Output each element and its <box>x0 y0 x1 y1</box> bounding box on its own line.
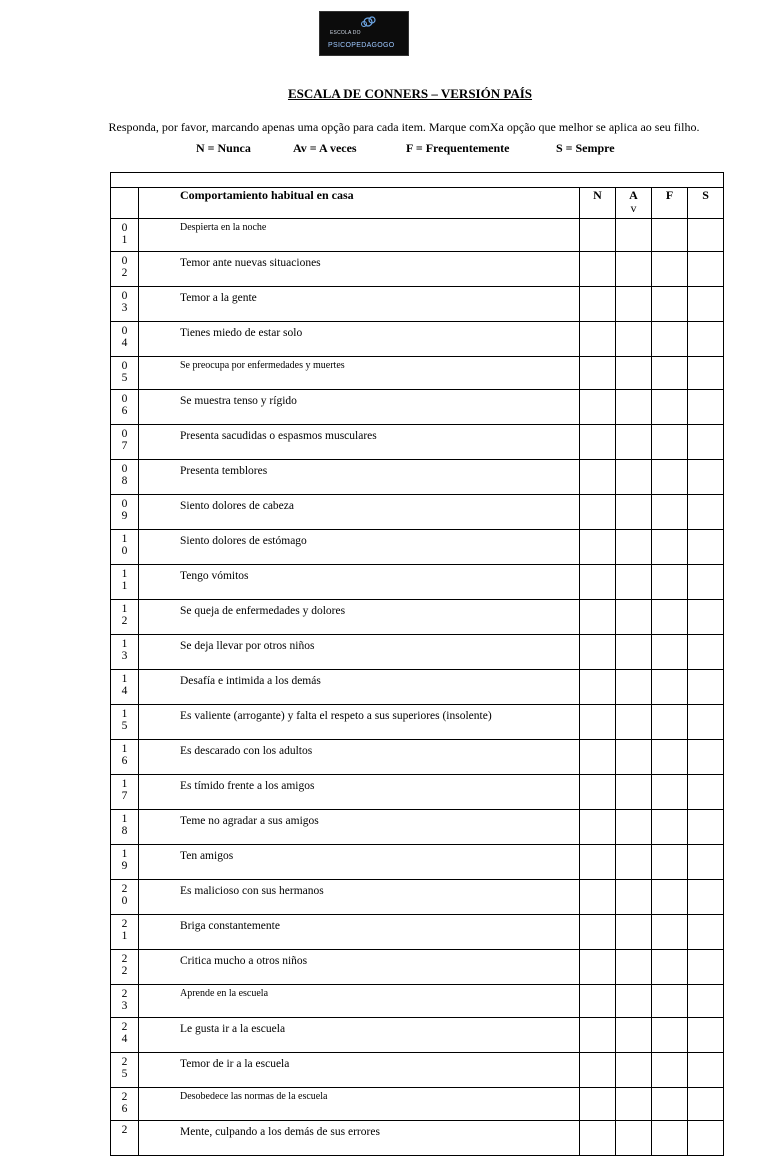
answer-cell-frequentemente[interactable] <box>652 845 688 880</box>
item-description: Temor ante nuevas situaciones <box>139 252 580 287</box>
table-row <box>111 775 724 810</box>
header-behavior-label: Comportamiento habitual en casa <box>139 188 580 219</box>
item-number: 2 <box>111 1121 139 1156</box>
answer-cell-nunca[interactable] <box>580 705 616 740</box>
answer-cell-a-veces[interactable] <box>616 390 652 425</box>
answer-cell-sempre[interactable] <box>688 845 724 880</box>
table-row <box>111 915 724 950</box>
item-description: Temor de ir a la escuela <box>139 1053 580 1088</box>
table-row <box>111 357 724 390</box>
table-row <box>111 845 724 880</box>
answer-cell-a-veces[interactable] <box>616 530 652 565</box>
item-number: 1 5 <box>111 705 139 740</box>
answer-cell-nunca[interactable] <box>580 460 616 495</box>
answer-cell-sempre[interactable] <box>688 1018 724 1053</box>
answer-cell-frequentemente[interactable] <box>652 775 688 810</box>
item-number: 0 3 <box>111 287 139 322</box>
item-number: 1 0 <box>111 530 139 565</box>
answer-cell-sempre[interactable] <box>688 985 724 1018</box>
answer-cell-frequentemente[interactable] <box>652 425 688 460</box>
item-number: 2 5 <box>111 1053 139 1088</box>
item-number: 0 5 <box>111 357 139 390</box>
item-number: 2 4 <box>111 1018 139 1053</box>
answer-cell-nunca[interactable] <box>580 495 616 530</box>
table-row <box>111 390 724 425</box>
answer-cell-nunca[interactable] <box>580 322 616 357</box>
answer-cell-nunca[interactable] <box>580 425 616 460</box>
item-description: Es descarado con los adultos <box>139 740 580 775</box>
item-number: 2 0 <box>111 880 139 915</box>
item-description: Desafía e intimida a los demás <box>139 670 580 705</box>
table-row <box>111 1053 724 1088</box>
legend-frequentemente: F = Frequentemente <box>406 141 510 155</box>
answer-cell-frequentemente[interactable] <box>652 530 688 565</box>
answer-cell-nunca[interactable] <box>580 1121 616 1156</box>
answer-cell-a-veces[interactable] <box>616 880 652 915</box>
answer-cell-nunca[interactable] <box>580 985 616 1018</box>
answer-cell-sempre[interactable] <box>688 915 724 950</box>
header-sempre: S <box>688 188 724 219</box>
page-title: ESCALA DE CONNERS – VERSIÓN PAÍS <box>287 86 533 101</box>
answer-cell-sempre[interactable] <box>688 705 724 740</box>
answer-cell-nunca[interactable] <box>580 670 616 705</box>
item-description: Siento dolores de cabeza <box>139 495 580 530</box>
answer-cell-frequentemente[interactable] <box>652 357 688 390</box>
legend-sempre: S = Sempre <box>556 141 615 155</box>
answer-cell-frequentemente[interactable] <box>652 810 688 845</box>
answer-cell-a-veces[interactable] <box>616 565 652 600</box>
item-number: 0 1 <box>111 219 139 252</box>
answer-cell-a-veces[interactable] <box>616 670 652 705</box>
answer-cell-a-veces[interactable] <box>616 219 652 252</box>
answer-cell-nunca[interactable] <box>580 1053 616 1088</box>
header-number-cell <box>111 188 139 219</box>
table-row <box>111 600 724 635</box>
answer-cell-nunca[interactable] <box>580 950 616 985</box>
answer-cell-nunca[interactable] <box>580 880 616 915</box>
answer-cell-nunca[interactable] <box>580 219 616 252</box>
logo-line-2: PSICOPEDAGOGO <box>328 42 395 49</box>
item-number: 2 3 <box>111 985 139 1018</box>
item-description: Le gusta ir a la escuela <box>139 1018 580 1053</box>
answer-cell-a-veces[interactable] <box>616 495 652 530</box>
answer-cell-sempre[interactable] <box>688 810 724 845</box>
item-description: Tengo vómitos <box>139 565 580 600</box>
answer-cell-sempre[interactable] <box>688 1121 724 1156</box>
answer-cell-sempre[interactable] <box>688 670 724 705</box>
answer-cell-a-veces[interactable] <box>616 705 652 740</box>
item-number: 1 6 <box>111 740 139 775</box>
answer-cell-nunca[interactable] <box>580 600 616 635</box>
item-number: 0 8 <box>111 460 139 495</box>
item-number: 0 2 <box>111 252 139 287</box>
answer-cell-sempre[interactable] <box>688 322 724 357</box>
item-description: Critica mucho a otros niños <box>139 950 580 985</box>
item-description: Se queja de enfermedades y dolores <box>139 600 580 635</box>
table-row <box>111 705 724 740</box>
answer-cell-frequentemente[interactable] <box>652 495 688 530</box>
table-row <box>111 880 724 915</box>
answer-cell-frequentemente[interactable] <box>652 219 688 252</box>
answer-cell-nunca[interactable] <box>580 635 616 670</box>
item-description: Teme no agradar a sus amigos <box>139 810 580 845</box>
answer-cell-nunca[interactable] <box>580 845 616 880</box>
item-number: 1 3 <box>111 635 139 670</box>
answer-cell-nunca[interactable] <box>580 775 616 810</box>
answer-cell-nunca[interactable] <box>580 915 616 950</box>
answer-cell-nunca[interactable] <box>580 390 616 425</box>
answer-cell-a-veces[interactable] <box>616 1121 652 1156</box>
school-logo <box>319 11 409 56</box>
item-description: Siento dolores de estómago <box>139 530 580 565</box>
answer-cell-nunca[interactable] <box>580 565 616 600</box>
item-number: 1 4 <box>111 670 139 705</box>
answer-cell-a-veces[interactable] <box>616 425 652 460</box>
table-row <box>111 635 724 670</box>
answer-cell-frequentemente[interactable] <box>652 1088 688 1121</box>
answer-cell-sempre[interactable] <box>688 600 724 635</box>
answer-cell-a-veces[interactable] <box>616 357 652 390</box>
table-header-row <box>111 188 724 219</box>
answer-cell-frequentemente[interactable] <box>652 1121 688 1156</box>
answer-cell-a-veces[interactable] <box>616 322 652 357</box>
answer-cell-frequentemente[interactable] <box>652 705 688 740</box>
answer-cell-a-veces[interactable] <box>616 950 652 985</box>
answer-cell-sempre[interactable] <box>688 460 724 495</box>
conners-scale-table <box>110 172 724 1156</box>
answer-cell-a-veces[interactable] <box>616 775 652 810</box>
table-row <box>111 1088 724 1121</box>
item-description: Despierta en la noche <box>139 219 580 252</box>
item-number: 0 4 <box>111 322 139 357</box>
answer-cell-sempre[interactable] <box>688 495 724 530</box>
item-description: Presenta temblores <box>139 460 580 495</box>
item-description: Se deja llevar por otros niños <box>139 635 580 670</box>
answer-cell-sempre[interactable] <box>688 357 724 390</box>
logo-line-1: ESCOLA DO <box>330 30 361 36</box>
item-number: 2 2 <box>111 950 139 985</box>
answer-cell-sempre[interactable] <box>688 880 724 915</box>
answer-cell-nunca[interactable] <box>580 1018 616 1053</box>
instructions-text: Responda, por favor, marcando apenas uma opção para cada item. Marque comXa opção que melhor se aplica ao seu filho. <box>108 120 700 134</box>
item-description: Tienes miedo de estar solo <box>139 322 580 357</box>
item-description: Es malicioso con sus hermanos <box>139 880 580 915</box>
answer-cell-sempre[interactable] <box>688 1088 724 1121</box>
header-nunca: N <box>580 188 616 219</box>
answer-cell-a-veces[interactable] <box>616 460 652 495</box>
answer-cell-a-veces[interactable] <box>616 635 652 670</box>
item-number: 1 7 <box>111 775 139 810</box>
table-row <box>111 425 724 460</box>
answer-cell-frequentemente[interactable] <box>652 880 688 915</box>
legend-a-veces: Av = A veces <box>293 141 357 155</box>
answer-cell-frequentemente[interactable] <box>652 950 688 985</box>
item-description: Temor a la gente <box>139 287 580 322</box>
item-description: Ten amigos <box>139 845 580 880</box>
table-row <box>111 530 724 565</box>
answer-cell-sempre[interactable] <box>688 287 724 322</box>
table-row <box>111 565 724 600</box>
answer-cell-sempre[interactable] <box>688 219 724 252</box>
table-row <box>111 950 724 985</box>
answer-cell-frequentemente[interactable] <box>652 460 688 495</box>
item-number: 1 8 <box>111 810 139 845</box>
answer-cell-frequentemente[interactable] <box>652 740 688 775</box>
table-row <box>111 810 724 845</box>
item-number: 1 1 <box>111 565 139 600</box>
header-frequentemente: F <box>652 188 688 219</box>
answer-cell-a-veces[interactable] <box>616 252 652 287</box>
item-description: Se muestra tenso y rígido <box>139 390 580 425</box>
answer-cell-nunca[interactable] <box>580 740 616 775</box>
item-description: Es valiente (arrogante) y falta el respeto a sus superiores (insolente) <box>139 705 580 740</box>
table-row <box>111 740 724 775</box>
answer-cell-nunca[interactable] <box>580 1088 616 1121</box>
answer-cell-frequentemente[interactable] <box>652 287 688 322</box>
item-description: Desobedece las normas de la escuela <box>139 1088 580 1121</box>
answer-cell-sempre[interactable] <box>688 390 724 425</box>
answer-cell-a-veces[interactable] <box>616 810 652 845</box>
table-row <box>111 1121 724 1156</box>
item-number: 2 1 <box>111 915 139 950</box>
answer-cell-sempre[interactable] <box>688 950 724 985</box>
answer-cell-a-veces[interactable] <box>616 1018 652 1053</box>
table-row <box>111 219 724 252</box>
table-row <box>111 287 724 322</box>
item-number: 2 6 <box>111 1088 139 1121</box>
answer-cell-frequentemente[interactable] <box>652 1053 688 1088</box>
table-row <box>111 1018 724 1053</box>
table-row <box>111 670 724 705</box>
answer-cell-nunca[interactable] <box>580 252 616 287</box>
answer-cell-a-veces[interactable] <box>616 600 652 635</box>
answer-cell-a-veces[interactable] <box>616 740 652 775</box>
answer-cell-sempre[interactable] <box>688 425 724 460</box>
item-description: Es tímido frente a los amigos <box>139 775 580 810</box>
answer-cell-nunca[interactable] <box>580 287 616 322</box>
table-row <box>111 985 724 1018</box>
answer-cell-sempre[interactable] <box>688 635 724 670</box>
answer-cell-sempre[interactable] <box>688 530 724 565</box>
item-description: Se preocupa por enfermedades y muertes <box>139 357 580 390</box>
answer-cell-sempre[interactable] <box>688 740 724 775</box>
answer-cell-a-veces[interactable] <box>616 1053 652 1088</box>
header-a-veces: A v <box>616 188 652 219</box>
answer-cell-a-veces[interactable] <box>616 845 652 880</box>
item-number: 0 6 <box>111 390 139 425</box>
item-description: Briga constantemente <box>139 915 580 950</box>
answer-cell-frequentemente[interactable] <box>652 322 688 357</box>
item-number: 1 9 <box>111 845 139 880</box>
answer-cell-frequentemente[interactable] <box>652 1018 688 1053</box>
item-number: 1 2 <box>111 600 139 635</box>
answer-cell-sempre[interactable] <box>688 565 724 600</box>
answer-cell-a-veces[interactable] <box>616 287 652 322</box>
answer-cell-frequentemente[interactable] <box>652 635 688 670</box>
table-row <box>111 495 724 530</box>
answer-cell-nunca[interactable] <box>580 357 616 390</box>
item-description: Mente, culpando a los demás de sus errores <box>139 1121 580 1156</box>
table-row <box>111 252 724 287</box>
legend-nunca: N = Nunca <box>196 141 251 155</box>
answer-cell-frequentemente[interactable] <box>652 600 688 635</box>
answer-cell-sempre[interactable] <box>688 252 724 287</box>
item-number: 0 7 <box>111 425 139 460</box>
item-description: Aprende en la escuela <box>139 985 580 1018</box>
answer-cell-nunca[interactable] <box>580 530 616 565</box>
answer-cell-frequentemente[interactable] <box>652 670 688 705</box>
answer-cell-frequentemente[interactable] <box>652 390 688 425</box>
answer-cell-sempre[interactable] <box>688 775 724 810</box>
table-blank-row <box>111 173 724 188</box>
item-number: 0 9 <box>111 495 139 530</box>
answer-cell-frequentemente[interactable] <box>652 252 688 287</box>
answer-cell-frequentemente[interactable] <box>652 915 688 950</box>
answer-cell-nunca[interactable] <box>580 810 616 845</box>
answer-cell-sempre[interactable] <box>688 1053 724 1088</box>
table-row <box>111 322 724 357</box>
answer-cell-a-veces[interactable] <box>616 1088 652 1121</box>
answer-cell-a-veces[interactable] <box>616 915 652 950</box>
answer-cell-a-veces[interactable] <box>616 985 652 1018</box>
answer-cell-frequentemente[interactable] <box>652 985 688 1018</box>
answer-cell-frequentemente[interactable] <box>652 565 688 600</box>
item-description: Presenta sacudidas o espasmos musculares <box>139 425 580 460</box>
table-row <box>111 460 724 495</box>
